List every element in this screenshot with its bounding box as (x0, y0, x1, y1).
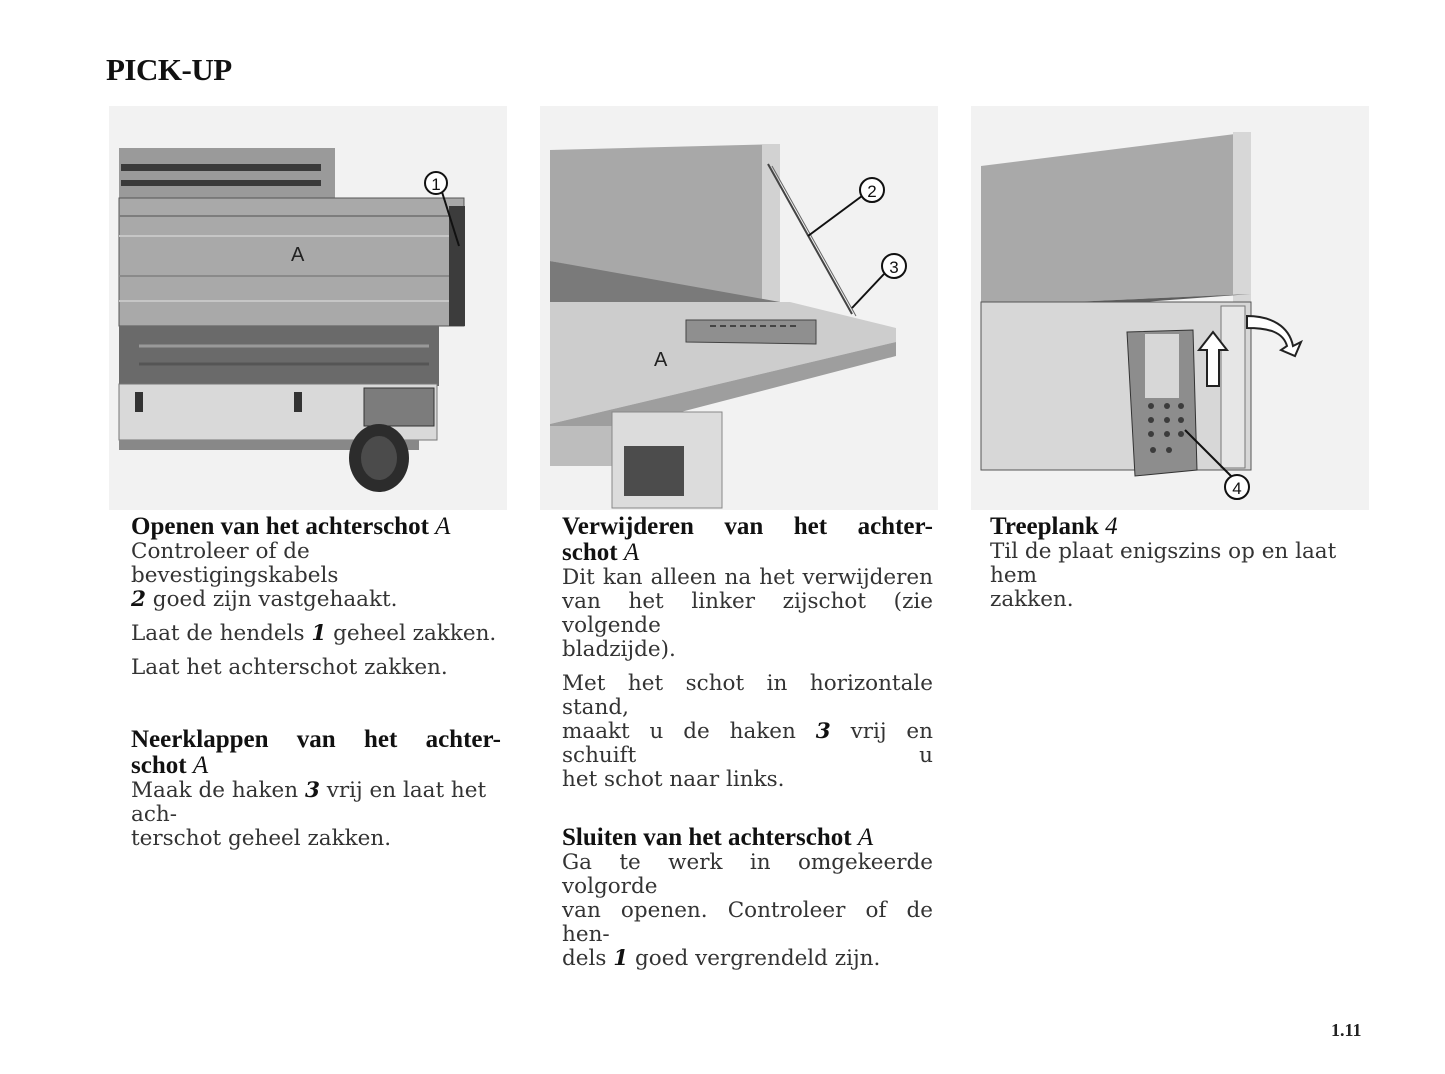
heading-openen: Openen van het achterschot A (131, 513, 451, 540)
callout-3: 3 (889, 258, 899, 277)
paragraph-lift-plate: Til de plaat enigszins op en laat hem zakken. (990, 539, 1337, 612)
column-opening (131, 514, 501, 851)
column-step-plate (990, 514, 1368, 612)
callout-4: 4 (1232, 479, 1242, 498)
paragraph-horizontal-position: Met het schot in horizontale stand, maakt u de haken 3 vrij en schuift u het schot naar links. (562, 671, 933, 792)
paragraph-levers: Laat de hendels 1 geheel zakken. (131, 621, 497, 646)
paragraph-reverse-order: Ga te werk in omgekeerde volgorde van openen. Controleer of de hen- dels 1 goed vergrendeld zijn. (562, 850, 933, 971)
callout-2: 2 (867, 182, 877, 201)
heading-treeplank: Treeplank 4 (990, 513, 1118, 540)
heading-neerklappen: Neerklappen van het achter- schot A (131, 726, 501, 779)
figure-tailgate-lowered (540, 106, 938, 510)
paragraph-lower-tailgate: Laat het achterschot zakken. (131, 655, 448, 680)
figure-tailgate-rear-view (109, 106, 507, 510)
callout-1: 1 (431, 175, 441, 194)
page-title: PICK-UP (106, 52, 232, 87)
column-removing-closing (562, 514, 933, 971)
part-label-a: A (291, 244, 305, 266)
heading-verwijderen: Verwijderen van het achter- schot A (562, 513, 933, 566)
page-number: 1.11 (1331, 1020, 1362, 1040)
paragraph-hooks-release: Maak de haken 3 vrij en laat het ach- terschot geheel zakken. (131, 778, 487, 851)
figure-2-illustration (540, 106, 938, 510)
paragraph-side-panel: Dit kan alleen na het verwijderen van het linker zijschot (zie volgende bladzijde). (562, 565, 933, 662)
figure-3-illustration (971, 106, 1369, 510)
paragraph-cables: Controleer of de bevestigingskabels 2 goed zijn vastgehaakt. (131, 539, 398, 612)
part-label-a: A (654, 349, 668, 371)
figure-1-illustration (109, 106, 507, 510)
figure-step-plate (971, 106, 1369, 510)
heading-sluiten: Sluiten van het achterschot A (562, 824, 874, 851)
